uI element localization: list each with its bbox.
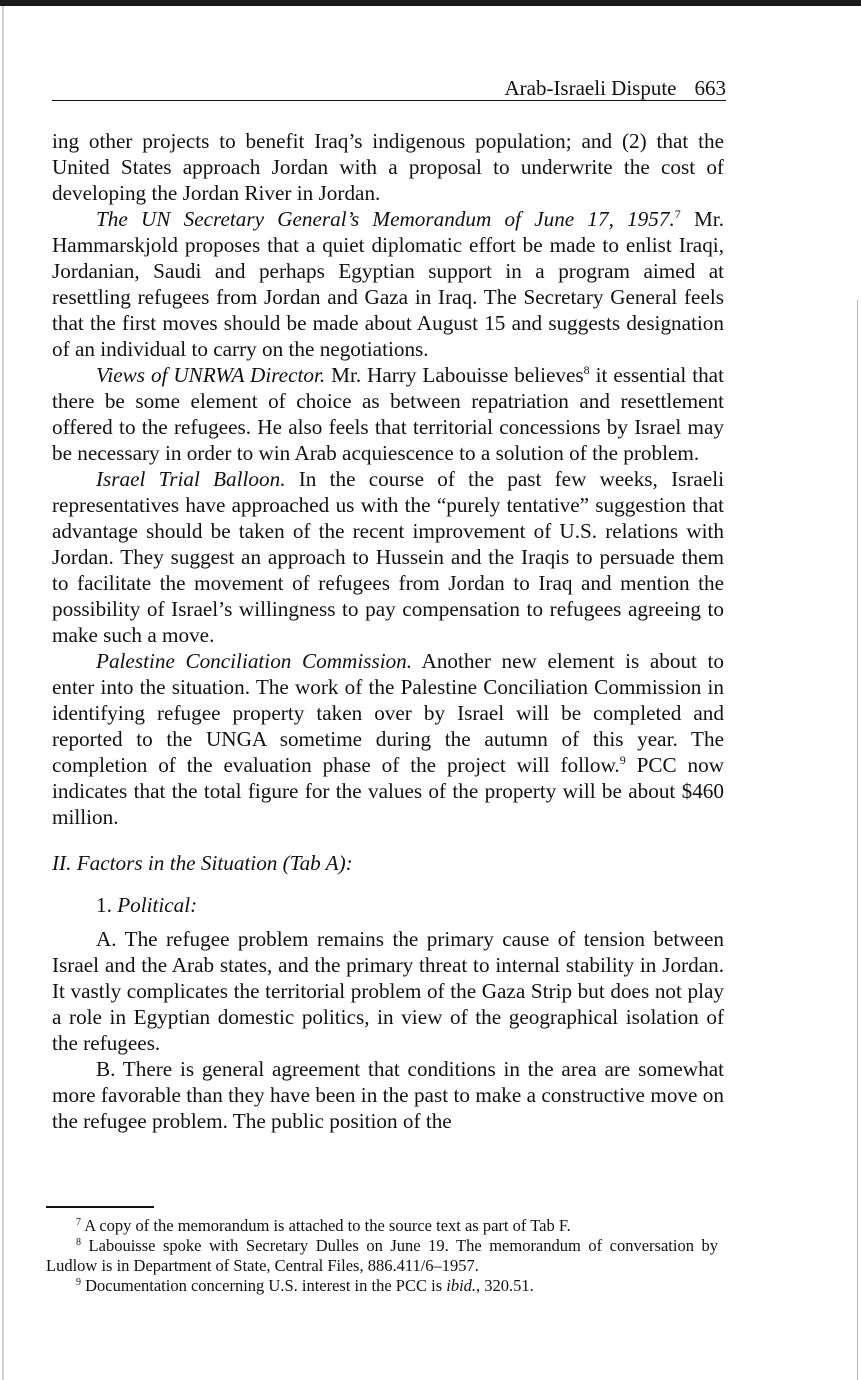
- running-header: [52, 76, 726, 101]
- footnote-ref: 9: [619, 753, 626, 767]
- paragraph-heading: Israel Trial Balloon.: [96, 467, 286, 491]
- footnote-ref: 8: [583, 363, 590, 377]
- paragraph-continuation: ing other projects to benefit Iraq’s indigenous population; and (2) that the United States approach Jordan with a proposal to underwrite the cost of developing the Jordan River in Jordan.: [52, 129, 724, 205]
- footnote-7: $^7$ A copy of the memorandum is attached to the source text as part of Tab F.: [76, 1216, 571, 1235]
- paragraph-pcc: Palestine Conciliation Commission. Another new element is about to enter into the situation. The work of the Palestine Conciliation Commission in identifying refugee property taken over by Israel will be completed and reported to the UNGA sometime during the autumn of this year. The completion of the evaluation phase of the project will follow.$^9$ PCC now indicates that the total figure for the values of the property will be about $460 million.: [52, 649, 724, 829]
- section-heading: II. Factors in the Situation (Tab A):: [52, 851, 353, 875]
- page-left-edge: [2, 6, 4, 1380]
- page-number: 663: [694, 76, 726, 100]
- footnote-9: $^9$ Documentation concerning U.S. interest in the PCC is ibid., 320.51.: [76, 1276, 534, 1295]
- footnote-rule: [46, 1206, 154, 1208]
- paragraph-israel-trial-balloon: Israel Trial Balloon. In the course of the past few weeks, Israeli representatives have approached us with the “purely tentative” suggestion that advantage should be taken of the recent improvement of U.S. relations with Jordan. They suggest an approach to Hussein and the Iraqis to persuade them to facilitate the movement of refugees from Jordan to Iraq and mention the possibility of Israel’s willingness to pay compensation to refugees agreeing to make such a move.: [52, 467, 725, 647]
- paragraph-heading: The UN Secretary General’s Memorandum of June 17, 1957.: [96, 207, 675, 231]
- footnote-8: $^8$ Labouisse spoke with Secretary Dulles on June 19. The memorandum of conversation by Ludlow is in Department of State, Central Files, 886.411/6–1957.: [46, 1236, 719, 1275]
- paragraph-heading: Views of UNRWA Director.: [96, 363, 326, 387]
- paragraph-unrwa-views: Views of UNRWA Director. Mr. Harry Labouisse believes$^8$ it essential that there be some element of choice as between repatriation and resettlement offered to the refugees. He also feels that territorial concessions by Israel may be necessary in order to win Arab acquiescence to a solution of the problem.: [52, 363, 724, 465]
- body-text: [52, 128, 724, 1134]
- footnotes: [46, 1216, 718, 1296]
- paragraph-heading: Palestine Conciliation Commission.: [96, 649, 413, 673]
- page-right-edge: [857, 300, 858, 1380]
- paragraph-b: B. There is general agreement that conditions in the area are somewhat more favorable than they have been in the past to make a constructive move on the refugee problem. The public position of the: [52, 1057, 724, 1133]
- paragraph-un-memorandum: The UN Secretary General’s Memorandum of June 17, 1957.$^7$ Mr. Hammarskjold proposes that a quiet diplomatic effort be made to enlist Iraqi, Jordanian, Saudi and perhaps Egyptian support in a program aimed at resettling refugees from Jordan and Gaza in Iraq. The Secretary General feels that the first moves should be made about August 15 and suggests designation of an individual to carry on the negotiations.: [52, 207, 724, 361]
- header-title: Arab-Israeli Dispute: [504, 76, 677, 100]
- subsection-heading: 1. Political:: [96, 893, 198, 917]
- paragraph-a: A. The refugee problem remains the primary cause of tension between Israel and the Arab states, and the primary threat to internal stability in Jordan. It vastly complicates the territorial problem of the Gaza Strip but does not play a role in Egyptian domestic politics, in view of the geographical isolation of the refugees.: [52, 927, 724, 1055]
- page-top-edge: [0, 0, 861, 6]
- footnote-ref: 7: [674, 207, 681, 221]
